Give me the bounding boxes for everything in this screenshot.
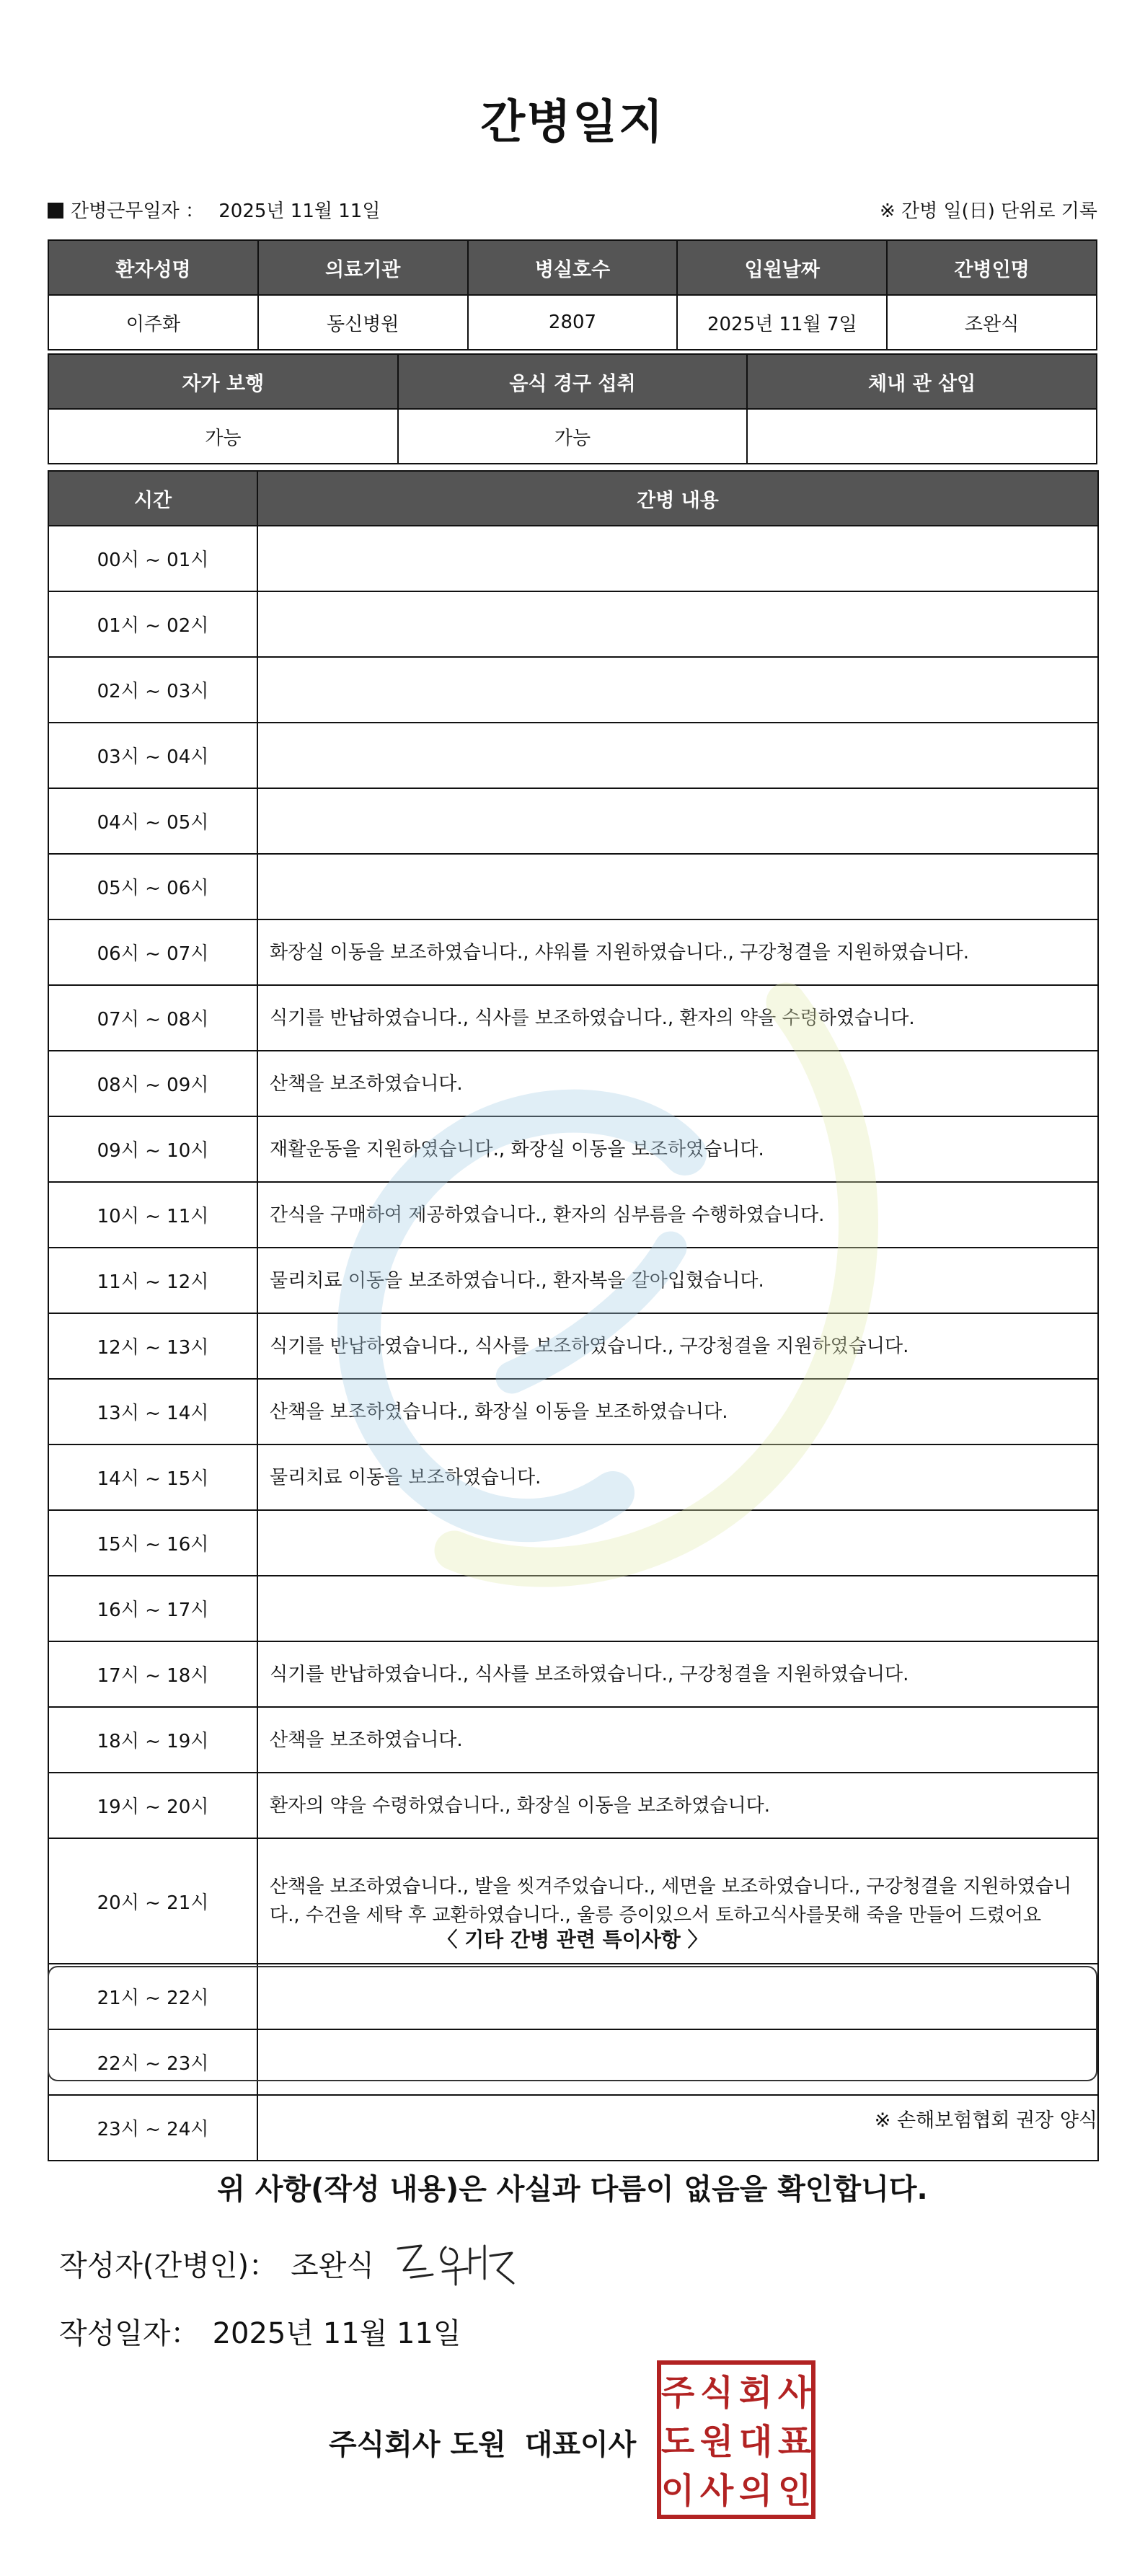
oral-intake-value: 가능 (398, 409, 748, 464)
notes-box (48, 1966, 1097, 2081)
table-row (48, 1248, 1098, 1313)
table-row (48, 1444, 1098, 1510)
work-date (48, 196, 380, 223)
table-row (48, 591, 1098, 657)
table-row (48, 1051, 1098, 1116)
table-row (48, 1707, 1098, 1773)
time-slot: 14시 ~ 15시 (48, 1444, 257, 1510)
seal-character: 원 (699, 2422, 734, 2462)
care-content (257, 591, 1098, 657)
time-slot: 19시 ~ 20시 (48, 1773, 257, 1838)
header-caregiver-name: 간병인명 (887, 240, 1097, 295)
time-slot: 17시 ~ 18시 (48, 1641, 257, 1707)
care-content: 식기를 반납하였습니다., 식사를 보조하였습니다., 구강청결을 지원하였습니다. (257, 1313, 1098, 1379)
work-date-label: 간병근무일자 ： (71, 200, 204, 222)
company-name: 주식회사 도원 (329, 2428, 506, 2461)
care-content: 화장실 이동을 보조하였습니다., 샤워를 지원하였습니다., 구강청결을 지원하였습니다. (257, 919, 1098, 985)
table-row (48, 854, 1098, 919)
table-row (48, 1510, 1098, 1576)
time-slot: 16시 ~ 17시 (48, 1576, 257, 1641)
table-row (48, 723, 1098, 788)
confirmation-statement: 위 사항(작성 내용)은 사실과 다름이 없음을 확인합니다. (217, 2173, 928, 2206)
table-row (48, 526, 1098, 591)
time-slot: 12시 ~ 13시 (48, 1313, 257, 1379)
time-slot: 20시 ~ 21시 (48, 1838, 257, 1964)
header-room: 병실호수 (468, 240, 678, 295)
care-content: 식기를 반납하였습니다., 식사를 보조하였습니다., 환자의 약을 수령하였습니다. (257, 985, 1098, 1051)
table-row (48, 1116, 1098, 1182)
care-log-body (48, 526, 1098, 2161)
tube-insertion-value (747, 409, 1097, 464)
header-hospital: 의료기관 (258, 240, 468, 295)
time-slot: 03시 ~ 04시 (48, 723, 257, 788)
seal-character: 표 (777, 2422, 812, 2462)
header-oral-intake: 음식 경구 섭취 (398, 354, 748, 409)
time-slot: 02시 ~ 03시 (48, 657, 257, 723)
time-slot: 11시 ~ 12시 (48, 1248, 257, 1313)
header-time: 시간 (48, 471, 257, 526)
care-content: 물리치료 이동을 보조하였습니다. (257, 1444, 1098, 1510)
care-content: 산책을 보조하였습니다., 발을 씻겨주었습니다., 세면을 보조하였습니다., 구강청결을 지원하였습니다., 수건을 세탁 후 교환하였습니다., 울릉 증이있으서 토하고식사를못해 죽을 만들어 드렸어요 (257, 1838, 1098, 1964)
care-content: 식기를 반납하였습니다., 식사를 보조하였습니다., 구강청결을 지원하였습니다. (257, 1641, 1098, 1707)
notes-title: 〈 기타 간병 관련 특이사항 〉 (437, 1928, 708, 1951)
care-content: 물리치료 이동을 보조하였습니다., 환자복을 갈아입혔습니다. (257, 1248, 1098, 1313)
header-tube-insertion: 체내 관 삽입 (747, 354, 1097, 409)
time-slot: 10시 ~ 11시 (48, 1182, 257, 1248)
time-slot: 21시 ~ 22시 (48, 1964, 257, 2029)
written-date-value: 2025년 11월 11일 (212, 2317, 461, 2350)
table-row (48, 919, 1098, 985)
walking-value: 가능 (48, 409, 398, 464)
time-slot: 18시 ~ 19시 (48, 1707, 257, 1773)
care-content: 산책을 보조하였습니다. (257, 1707, 1098, 1773)
seal-character: 도 (660, 2422, 695, 2462)
header-patient-name: 환자성명 (48, 240, 258, 295)
written-date-label: 작성일자： (59, 2317, 200, 2350)
seal-character: 주 (660, 2373, 695, 2413)
care-content (257, 657, 1098, 723)
care-content: 재활운동을 지원하였습니다., 화장실 이동을 보조하였습니다. (257, 1116, 1098, 1182)
table-row (48, 1379, 1098, 1444)
seal-character: 이 (660, 2471, 695, 2511)
header-admission-date: 입원날짜 (677, 240, 887, 295)
table-row (48, 1576, 1098, 1641)
table-row (48, 1641, 1098, 1707)
time-slot: 08시 ~ 09시 (48, 1051, 257, 1116)
table-row (48, 1313, 1098, 1379)
company-representative-title: 대표이사 (524, 2428, 637, 2461)
seal-character: 의 (738, 2471, 773, 2511)
header-walking: 자가 보행 (48, 354, 398, 409)
seal-character: 회 (738, 2373, 773, 2413)
care-content: 간식을 구매하여 제공하였습니다., 환자의 심부름을 수행하였습니다. (257, 1182, 1098, 1248)
patient-name: 이주화 (48, 295, 258, 350)
page-title: 간병일지 (480, 96, 665, 149)
seal-character: 사 (699, 2471, 734, 2511)
care-content (257, 526, 1098, 591)
company-seal-icon (656, 2360, 816, 2520)
header-care-content: 간병 내용 (257, 471, 1098, 526)
company-line (329, 2422, 636, 2463)
care-log-table (48, 470, 1099, 2161)
care-content: 산책을 보조하였습니다. (257, 1051, 1098, 1116)
care-content (257, 788, 1098, 854)
table-row (48, 985, 1098, 1051)
form-note: ※ 손해보험협회 권장 양식 (874, 2109, 1097, 2132)
admission-date: 2025년 11월 7일 (677, 295, 887, 350)
care-content (257, 1576, 1098, 1641)
work-date-value: 2025년 11월 11일 (218, 200, 381, 222)
writer-label: 작성자(간병인)： (59, 2249, 278, 2282)
care-content (257, 723, 1098, 788)
writer-line (59, 2243, 374, 2284)
unit-note: ※ 간병 일(日) 단위로 기록 (879, 200, 1097, 222)
hospital: 동신병원 (258, 295, 468, 350)
patient-info-table (48, 239, 1097, 350)
writer-name: 조완식 (291, 2249, 374, 2282)
time-slot: 00시 ~ 01시 (48, 526, 257, 591)
seal-character: 인 (777, 2471, 812, 2511)
care-content (257, 1510, 1098, 1576)
time-slot: 06시 ~ 07시 (48, 919, 257, 985)
care-content: 환자의 약을 수령하였습니다., 화장실 이동을 보조하였습니다. (257, 1773, 1098, 1838)
time-slot: 05시 ~ 06시 (48, 854, 257, 919)
time-slot: 15시 ~ 16시 (48, 1510, 257, 1576)
caregiver-name: 조완식 (887, 295, 1097, 350)
signature-icon (389, 2227, 519, 2296)
time-slot: 01시 ~ 02시 (48, 591, 257, 657)
time-slot: 09시 ~ 10시 (48, 1116, 257, 1182)
time-slot: 22시 ~ 23시 (48, 2029, 257, 2095)
square-bullet-icon (48, 203, 63, 219)
care-content (257, 854, 1098, 919)
written-date-line (59, 2311, 461, 2352)
patient-status-table (48, 353, 1097, 464)
table-row (48, 657, 1098, 723)
table-row (48, 1182, 1098, 1248)
seal-character: 식 (699, 2373, 734, 2413)
time-slot: 04시 ~ 05시 (48, 788, 257, 854)
time-slot: 23시 ~ 24시 (48, 2095, 257, 2161)
care-content: 산책을 보조하였습니다., 화장실 이동을 보조하였습니다. (257, 1379, 1098, 1444)
room-number: 2807 (468, 295, 678, 350)
meta-row (48, 196, 1097, 225)
time-slot: 13시 ~ 14시 (48, 1379, 257, 1444)
seal-character: 대 (738, 2422, 773, 2462)
table-row (48, 1773, 1098, 1838)
seal-character: 사 (777, 2373, 812, 2413)
table-row (48, 788, 1098, 854)
time-slot: 07시 ~ 08시 (48, 985, 257, 1051)
